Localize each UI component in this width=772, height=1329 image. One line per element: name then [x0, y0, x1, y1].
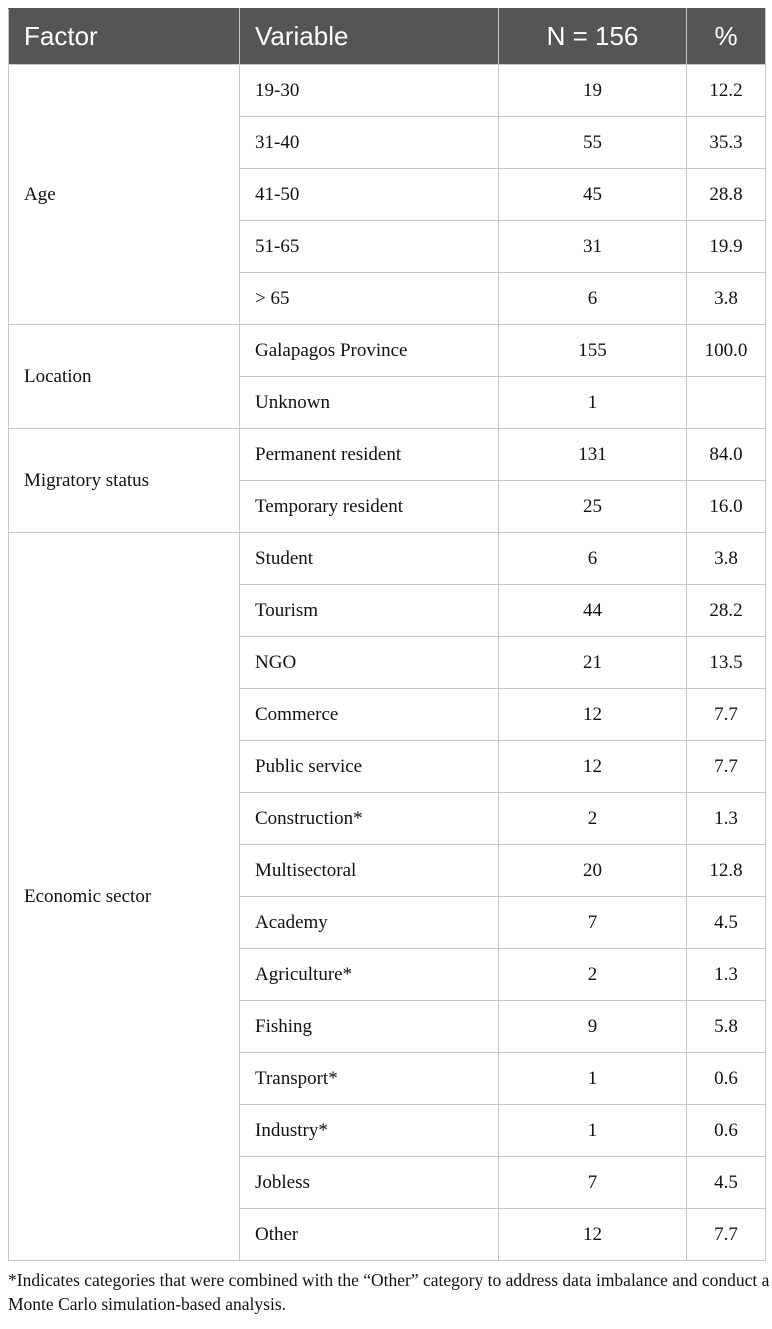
- variable-cell: Student: [240, 533, 499, 585]
- count-cell: 44: [499, 585, 687, 637]
- variable-cell: 41-50: [240, 169, 499, 221]
- percent-cell: 19.9: [687, 221, 766, 273]
- table-row: [9, 429, 766, 481]
- count-cell: 21: [499, 637, 687, 689]
- percent-cell: 100.0: [687, 325, 766, 377]
- count-cell: 55: [499, 117, 687, 169]
- count-cell: 45: [499, 169, 687, 221]
- percent-cell: 1.3: [687, 793, 766, 845]
- variable-cell: > 65: [240, 273, 499, 325]
- percent-cell: 0.6: [687, 1053, 766, 1105]
- header-row: [9, 9, 766, 65]
- factor-cell: Age: [9, 65, 240, 325]
- variable-cell: Jobless: [240, 1157, 499, 1209]
- percent-cell: [687, 377, 766, 429]
- percent-cell: 84.0: [687, 429, 766, 481]
- variable-cell: Permanent resident: [240, 429, 499, 481]
- table-body: [9, 65, 766, 1261]
- table-row: [9, 65, 766, 117]
- count-cell: 12: [499, 1209, 687, 1261]
- count-cell: 2: [499, 793, 687, 845]
- count-cell: 20: [499, 845, 687, 897]
- percent-cell: 16.0: [687, 481, 766, 533]
- percent-cell: 4.5: [687, 1157, 766, 1209]
- percent-cell: 28.2: [687, 585, 766, 637]
- header-n: N = 156: [499, 9, 687, 65]
- table-footnote: *Indicates categories that were combined with the “Other” category to address data imbalance and conduct a Monte Carlo simulation-based analysis.: [8, 1270, 770, 1314]
- variable-cell: Tourism: [240, 585, 499, 637]
- percent-cell: 28.8: [687, 169, 766, 221]
- percent-cell: 7.7: [687, 689, 766, 741]
- factor-cell: Location: [9, 325, 240, 429]
- percent-cell: 35.3: [687, 117, 766, 169]
- count-cell: 7: [499, 897, 687, 949]
- percent-cell: 1.3: [687, 949, 766, 1001]
- header-factor: Factor: [9, 9, 240, 65]
- count-cell: 155: [499, 325, 687, 377]
- variable-cell: Public service: [240, 741, 499, 793]
- variable-cell: 19-30: [240, 65, 499, 117]
- count-cell: 1: [499, 1105, 687, 1157]
- count-cell: 131: [499, 429, 687, 481]
- percent-cell: 5.8: [687, 1001, 766, 1053]
- variable-cell: Other: [240, 1209, 499, 1261]
- count-cell: 31: [499, 221, 687, 273]
- variable-cell: Unknown: [240, 377, 499, 429]
- header-percent: %: [687, 9, 766, 65]
- variable-cell: Industry*: [240, 1105, 499, 1157]
- count-cell: 19: [499, 65, 687, 117]
- percent-cell: 3.8: [687, 273, 766, 325]
- count-cell: 12: [499, 689, 687, 741]
- percent-cell: 4.5: [687, 897, 766, 949]
- factor-cell: Economic sector: [9, 533, 240, 1261]
- count-cell: 1: [499, 377, 687, 429]
- percent-cell: 12.2: [687, 65, 766, 117]
- count-cell: 9: [499, 1001, 687, 1053]
- count-cell: 2: [499, 949, 687, 1001]
- percent-cell: 7.7: [687, 1209, 766, 1261]
- variable-cell: 31-40: [240, 117, 499, 169]
- variable-cell: Multisectoral: [240, 845, 499, 897]
- percent-cell: 12.8: [687, 845, 766, 897]
- variable-cell: 51-65: [240, 221, 499, 273]
- variable-cell: NGO: [240, 637, 499, 689]
- percent-cell: 0.6: [687, 1105, 766, 1157]
- variable-cell: Academy: [240, 897, 499, 949]
- variable-cell: Fishing: [240, 1001, 499, 1053]
- count-cell: 6: [499, 273, 687, 325]
- variable-cell: Galapagos Province: [240, 325, 499, 377]
- percent-cell: 7.7: [687, 741, 766, 793]
- variable-cell: Commerce: [240, 689, 499, 741]
- table-row: [9, 325, 766, 377]
- variable-cell: Agriculture*: [240, 949, 499, 1001]
- variable-cell: Transport*: [240, 1053, 499, 1105]
- factor-cell: Migratory status: [9, 429, 240, 533]
- table-row: [9, 533, 766, 585]
- demographics-table: [8, 8, 766, 1261]
- count-cell: 1: [499, 1053, 687, 1105]
- count-cell: 7: [499, 1157, 687, 1209]
- table-header: [9, 9, 766, 65]
- percent-cell: 13.5: [687, 637, 766, 689]
- count-cell: 25: [499, 481, 687, 533]
- variable-cell: Temporary resident: [240, 481, 499, 533]
- count-cell: 12: [499, 741, 687, 793]
- count-cell: 6: [499, 533, 687, 585]
- variable-cell: Construction*: [240, 793, 499, 845]
- header-variable: Variable: [240, 9, 499, 65]
- percent-cell: 3.8: [687, 533, 766, 585]
